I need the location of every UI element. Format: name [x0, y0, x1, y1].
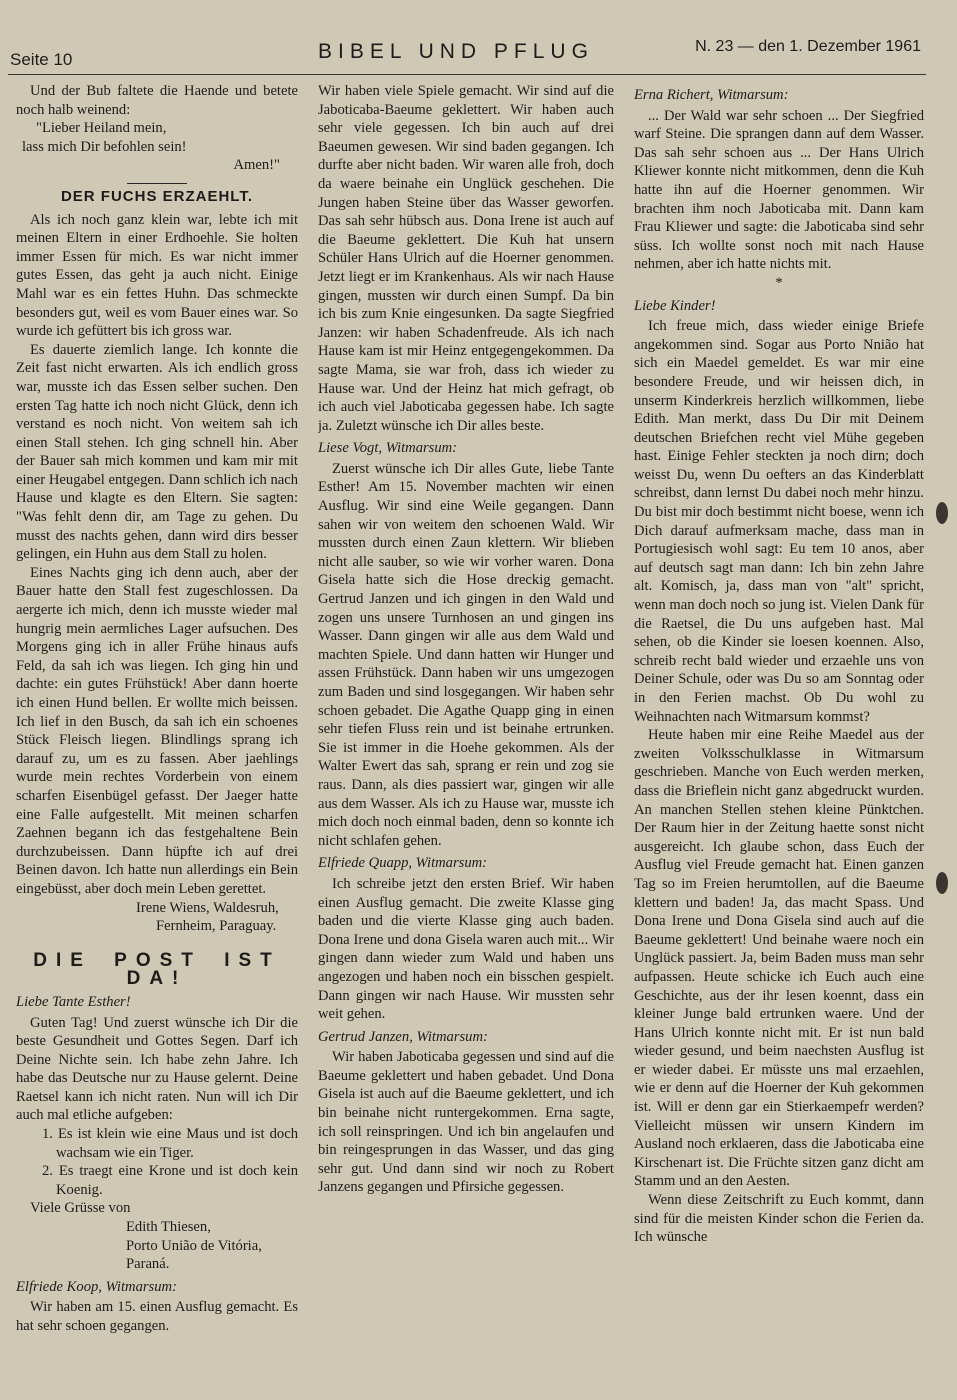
verse-line: lass mich Dir befohlen sein! [22, 138, 187, 155]
letter-author: Erna Richert, Witmarsum: [634, 87, 789, 103]
editor-paragraph: Wenn diese Zeitschrift zu Euch kommt, dann sind für die meisten Kinder schon die Ferien da. Ich wünsche [634, 1192, 924, 1246]
signature-line: Paraná. [126, 1256, 170, 1273]
asterisk-divider: * [775, 274, 783, 291]
riddle-list [16, 1125, 298, 1199]
letter-paragraph: Guten Tag! Und zuerst wünsche ich Dir die beste Gesundheit und Gottes Segen. Darf ich Deine Nichte sein. Ich habe zehn Jahre. Ich habe das Deutsche nur zu Hause gelernt. Deine Raetsel kann ich nicht raten. Nun will ich Dir auch mal etliche aufgeben: [16, 1014, 298, 1124]
section-divider [127, 183, 187, 184]
issue-date: N. 23 — den 1. Dezember 1961 [695, 38, 921, 55]
newspaper-title: BIBEL UND PFLUG [318, 40, 594, 63]
letter-paragraph: ... Der Wald war sehr schoen ... Der Siegfried warf Steine. Die sprangen dann auf dem Wasser. Das sah sehr schoen aus ... Der Hans Ulrich Kliewer konnte nicht mitkommen, denn die Kuh hatte ihn auf die Hoerner genommen. Wir brachten ihm noch Jaboticaba mit. Dann kam Frau Kliewer und sagte: die Jaboticaba sind sehr süss. Ich wollte sonst noch mit nach Hause nehmen, aber ich hatte nichts mit. [634, 107, 924, 273]
editor-paragraph: Heute haben mir eine Reihe Maedel aus der zweiten Volksschulklasse in Witmarsum geschrieben. Manche von Euch werden merken, dass die Brieflein nicht ganz abgedruckt wurden. An manchen Stellen stehen kleine Pünktchen. Der Raum hier in der Zeitung haette sonst nicht ausgereicht. Ich glaube schon, dass Euch der Ausflug viel Freude gemacht hat. Einen ganzen Tag so im Freien herumtollen, auf die Baeume klettern und baden! Ja, das macht Spass. Und Dona Irene und Dona Gisela sind auch auf die Baeume geklettert! Und beinahe waere noch ein Unglück passiert. Ja, beim Baden muss man sehr aufpassen. Heute schicke ich Euch auch eine Geschichte, aus der ihr lesen koennt, dass ein kleiner Junge bald ertrunken waere. Und der Hans Ulrich konnte nicht mit. Er ist nun bald wieder gesund, und beim naechsten Ausflug ist er wieder dabei. Er müsste uns mal erzaehlen, wie er denn auf die Hoerner der Kuh gekommen ist. Will er denn gar ein Stierkaempefr werden? Vielleicht müssen wir unsern Kindern im Ausland noch erklaeren, dass die Jaboticaba eine Kirschenart ist. Die Früchte sitzen ganz dicht am Stamm und an den Aesten. [634, 727, 924, 1190]
author-signature [16, 899, 298, 936]
article-heading: DER FUCHS ERZAEHLT. [60, 187, 254, 205]
signature-line: Edith Thiesen, [126, 1219, 211, 1236]
letter-paragraph: Wir haben Jaboticaba gegessen und sind auf die Baeume geklettert und haben gebadet. Und Dona Gisela ist auch auf die Baeume geklettert, und ich bin beinahe nicht runtergekommen. Erna sagte, ich soll reinspringen. Und ich bin angelaufen und bin reingesprungen in das Wasser, und das ging sehr gut. Und dann sind wir noch zu Robert Janzens gegangen und Pfirsiche gegessen. [318, 1049, 614, 1196]
signature-line: Porto União de Vitória, [126, 1237, 262, 1254]
binding-hole [936, 872, 948, 894]
page-header [0, 36, 957, 76]
column-2 [318, 82, 614, 1398]
letter-salutation: Liebe Tante Esther! [16, 993, 131, 1010]
prayer-verse [22, 119, 298, 175]
letter-author: Elfriede Koop, Witmarsum: [16, 1278, 177, 1295]
column-1 [16, 82, 298, 1398]
article-paragraph: Eines Nachts ging ich denn auch, aber der Bauer hatte den Stall fest zugeschlossen. Da aergerte ich mich, denn ich musste wieder mal hungrig mein aermliches Lager aufsuchen. Des Morgens ging ich in aller Frühe hinaus aufs Feld, da sah ich was liegen. Ich ging hin und dachte: ein gutes Frühstück! Aber dann hoerte ich einen Hund bellen. Er wollte mich beissen. Ich lief in den Busch, da sah ich ein schoenes Stück Fleisch liegen. Blindlings sprang ich darauf zu, um es zu fassen. Aber jaehlings wurde mein rechtes Vorderbein von einem scharfen Eisenbügel gefasst. Der Jaeger hatte eine Falle aufgestellt. Mit meinen scharfen Zaehnen begann ich das festgehaltene Bein durchzubeissen. Dann hüpfte ich auf drei Beinen davon. Ich hatte nun allerdings ein Bein eingebüsst, aber doch mein Leben gerettet. [16, 564, 298, 897]
riddle-item: 1. Es ist klein wie eine Maus und ist doch wachsam wie ein Tiger. [42, 1126, 298, 1161]
letter-author: Liese Vogt, Witmarsum: [318, 440, 458, 457]
letter-greeting: Viele Grüsse von [30, 1200, 131, 1217]
letter-paragraph: Zuerst wünsche ich Dir alles Gute, liebe Tante Esther! Am 15. November machten wir einen Ausflug. Wir sind eine Weile gegangen. Dann sahen wir von weitem den schoenen Wald. Wir mussten durch einen Zaun klettern. Wir blieben nicht alle sauber, so wie wir vorher waren. Dona Gisela hatte sich die Hose dreckig gemacht. Gertrud Janzen und ich gingen in den Wald und zogen uns unsere Turnhosen an und gingen ins Wasser. Dann gingen wir alle aus dem Wald und machten Spiele. Und dann hatten wir Hunger und assen Frühstück. Dann haben wir uns umgezogen zum Baden und sind losgegangen. Wir haben sehr schoen gebadet. Die Agathe Quapp ging in einen sehr tiefen Fluss rein und ist beinahe ertrunken. Sie ist immer in die Hoehe gekommen. Als der Walter Ewert das sah, sprang er rein und zog sie raus. Dann, als dies passiert war, gingen wir alle aus dem Wasser. Als ich zu Hause war, musste ich mich doch noch einmal baden, denn so konnte ich nicht schlafen gehen. [318, 460, 614, 849]
signature-line: Fernheim, Paraguay. [156, 918, 277, 935]
verse-line: Amen!" [233, 157, 280, 174]
header-rule [8, 74, 926, 75]
letter-author: Gertrud Janzen, Witmarsum: [318, 1028, 488, 1045]
page-number: Seite 10 [10, 50, 73, 69]
editor-paragraph: Ich freue mich, dass wieder einige Briefe angekommen sind. Sogar aus Porto Nnião hat sich ein Maedel gemeldet. Es war mir eine besondere Freude, und wir heissen dich, in unserm Kinderkreis herzlich willkommen, liebe Edith. Man merkt, dass Du Dir mit Deinem deutschen Briefchen recht viel Mühe gegeben hast. Einige Fehler steckten ja noch dirn; doch weisst Du, wenn Du oefters an das Kinderblatt schreibst, dann lernst Du dabei noch mehr hinzu. Du bist mir doch bestimmt nicht boese, wenn ich Dich darauf aufmerksam mache, dass man in Portugiesisch wohl sagt: Eu tem 10 anos, aber auf deutsch sagt man dann: Ich bin zehn Jahre alt. Komisch, ja, dass man von "alt" spricht, wenn man doch noch so jung ist. Vielen Dank für die Raetsel, die Du uns aufgeben hast. Mal sehen, ob die Kinder sie loesen koennen. Also, schreib recht bald wieder und erzaehle uns von Deiner Schule, oder was Du so am Sonntag oder in den Ferien machst. Ob Du wohl zu Weihnachten nach Witmarsum kommst? [634, 318, 924, 725]
riddle-item: 2. Es traegt eine Krone und ist doch kein Koenig. [42, 1163, 298, 1198]
letter-paragraph: Ich schreibe jetzt den ersten Brief. Wir haben einen Ausflug gemacht. Die zweite Klasse ging baden und die vierte Klasse ging auch baden. Dona Irene und dona Gisela waren auch mit... Wir gingen dann wieder zum Wald und haben uns angezogen und haben noch ein bisschen gespielt. Dann gingen wir nach Hause. Wir mussten sehr weit gehen. [318, 875, 614, 1023]
letter-paragraph: Wir haben am 15. einen Ausflug gemacht. Es hat sehr schoen gegangen. [16, 1299, 298, 1334]
author-signature [16, 1218, 298, 1274]
article-paragraph: Es dauerte ziemlich lange. Ich konnte die Zeit fast nicht erwarten. Als ich endlich gross war, musste ich das Essen selber suchen. Den ersten Tag hatte ich noch nicht Glück, denn ich verstand es noch nicht. Von weitem sah ich einen Stall stehen. Ich ging schnell hin. Aber der Bauer sah mich kommen und kam mir mit einer Heugabel entgegen. Dann schlich ich nach Hause und klagte es den Eltern. Sie sagten: "Was fehlt denn dir, am Tage zu gehen. Du musst des nachts gehen, dann wird dirs besser gelingen, ein Huhn aus dem Stall zu holen. [16, 341, 298, 563]
section-heading: DIE POST IST DA! [33, 949, 281, 990]
signature-line: Irene Wiens, Waldesruh, [136, 899, 279, 916]
verse-line: "Lieber Heiland mein, [36, 120, 167, 137]
binding-hole [936, 502, 948, 524]
letter-paragraph: Wir haben viele Spiele gemacht. Wir sind auf die Jaboticaba-Baeume geklettert. Wir haben auch sehr viele gegessen. Ich bin auch auf drei Baeumen gewesen. Wir sind baden gegangen. Ich durfte aber nicht baden. Wir waren alle froh, doch da waere beinahe ein Unglück geschehen. Die Jungen haben Steine über das Wasser geworfen. Das sah sehr hübsch aus. Dona Irene ist auch auf die Baeume geklettert. Die Kuh hat unsern Schüler Hans Ulrich auf die Hoerner genommen. Jetzt liegt er im Krankenhaus. Als wir nach Hause gingen, mussten wir durch einen Sumpf. Da bin ich bis zum Knie eingesunken. Da sagte Siegfried Janzen: wir haben Schadenfreude. Als ich nach Hause kam ist mir Heinz entgegengekommen. Da sagte Mama, sie war froh, dass ich wieder zu Hause war. Und der Heinz hat mich gefragt, ob ich auch viel Jaboticaba gegessen habe. Ich sagte ja. Zuletzt wünsche ich Dir alles beste. [318, 83, 614, 434]
article-paragraph: Als ich noch ganz klein war, lebte ich mit meinen Eltern in einer Erdhoehle. Sie holten immer Essen für mich. Es war nicht immer gutes Essen, das geht ja auch nicht. Einige Mahl war es ein fettes Huhn. Das schmeckte besonders gut, weil es vom Bauer eines war. So wurde ich gefüttert bis ich gross war. [16, 211, 298, 340]
letter-salutation: Liebe Kinder! [634, 297, 716, 314]
letter-author: Elfriede Quapp, Witmarsum: [318, 855, 488, 872]
story-ending: Und der Bub faltete die Haende und betete noch halb weinend: [16, 83, 298, 118]
column-3 [634, 82, 924, 1398]
